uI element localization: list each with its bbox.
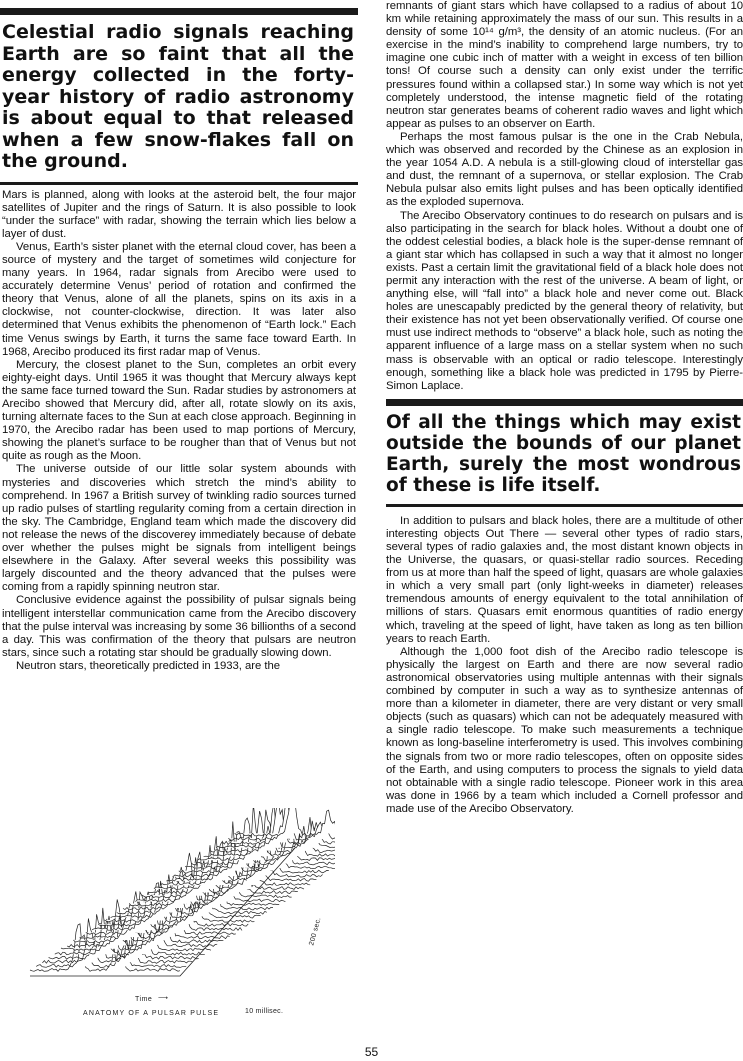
body-paragraph: The universe outside of our little solar system abounds with mysteries and discoveries which stretch the mind’s ability to comprehend. In 1967 a British survey of twinkling radio sources turned up radio pulses of startling regularity coming from a certain direction in the sky. The Cambridge, England team which made the discovery did not release the news of the discoverey immediately because of debate over whether the pulses might be signals from intelligent beings elsewhere in the Galaxy. After several weeks this possibility was largely discounted and the theory advanced that the pulses were coming from a rapidly spinning neutron star. <box>2 463 356 594</box>
body-paragraph: In addition to pulsars and black holes, there are a multitude of other interesting objects Out There — several other types of radio stars, several types of radio galaxies and, the most distant known objects in the Universe, the quasars, or quasi-stellar radio sources. Receding from us at more than half the speed of light, quasars are whole galaxies in which a very small part (only light-weeks in diameter) releases tremendous amounts of energy equivalent to the total annihilation of millions of stars. Quasars emit enormous quantities of radio energy which, traveling at the speed of light, have taken as long as ten billion years to reach Earth. <box>386 514 743 645</box>
figure-time-label: Time <box>135 996 153 1003</box>
pull-quote-rule <box>0 182 358 185</box>
top-rule <box>0 8 358 15</box>
body-paragraph: remnants of giant stars which have collapsed to a radius of about 10 km while retaining approximately the mass of our sun. This results in a density of some 10¹⁴ g/m³, the density of an atomic nucleus. (For an exercise in the mind’s inability to comprehend large numbers, try to imagine one cubic inch of matter with a weight in excess of ten billion tons! Of course such a density can only exist under the terrific pressures found within a collapsed star.) In some way which is not yet completely understood, the intense magnetic field of the rotating neutron star generates beams of coherent radio waves and light which appear as pulses to an observer on Earth. <box>386 0 743 130</box>
figure-caption: ANATOMY OF A PULSAR PULSE <box>83 1010 220 1017</box>
right-column <box>386 0 743 816</box>
body-paragraph: Although the 1,000 foot dish of the Arecibo radio telescope is physically the largest on Earth and there are now several radio astronomical observatories using multiple antennas with their signals combined by computer in such a way as to synthesize antennas of more than a kilometer in diameter, there are very distant or very small objects (such as quasars) which can not be adequately measured with a single radio telescope. To make such measurements a technique known as long-baseline interferometry is used. This involves combining the signals from two or more radio telescopes, often on opposite sides of the Earth, and using computers to process the signals to yield data not obtainable with a single radio telescope. Pioneer work in this area was done in 1966 by a team which included a Cornell professor and made use of the Arecibo Observatory. <box>386 645 743 815</box>
time-arrow-icon: ⟶ <box>158 995 170 1002</box>
pull-quote-mid: Of all the things which may exist outside the bounds of our planet Earth, surely the most wondrous of these is life itself. <box>386 411 741 496</box>
right-body-text-top <box>386 0 743 393</box>
page-number: 55 <box>364 1045 379 1059</box>
body-paragraph: Venus, Earth’s sister planet with the eternal cloud cover, has been a source of mystery and the target of sometimes wild conjecture for many years. In 1964, radar signals from Arecibo were used to accurately determine Venus’ period of rotation and confirmed the theory that Venus, alone of all the planets, spins on its axis in a clockwise, not counter-clockwise, direction. It was later also determined that Venus exhibits the phenomenon of “Earth lock.” Each time Venus swings by Earth, it turns the same face toward Earth. In 1968, Arecibo produced its first radar map of Venus. <box>2 240 356 358</box>
right-body-text-bottom <box>386 515 743 816</box>
body-paragraph: Mars is planned, along with looks at the asteroid belt, the four major satellites of Jupiter and the rings of Saturn. It is also possible to look “under the surface” with radar, showing the terrain which lies below a layer of dust. <box>2 188 356 240</box>
mid-rule <box>386 399 743 406</box>
left-column <box>0 0 358 1017</box>
body-paragraph: The Arecibo Observatory continues to do research on pulsars and is also participating in the search for black holes. Without a doubt one of the oddest celestial bodies, a black hole is the super-dense remnant of a giant star which has collapsed in such a way that it almost no longer exists. Past a certain limit the gravitational field of a black hole does not permit any interaction with the rest of the universe. A beam of light, or anything else, will “fall into” a black hole and never come out. Black holes are unescapably predicted by the general theory of relativity, but their existence has not yet been observationally verified. Of course one must use indirect methods to “observe” a black hole, such as noting the apparent influence of a large mass on a stellar system when no such mass is observable with an optical or radio telescope. Interestingly enough, something like a black hole was predicted in 1795 by Pierre-Simon Laplace. <box>386 209 743 392</box>
figure-depth-label: 200 sec. <box>308 916 323 947</box>
pulsar-pulse-figure <box>15 808 335 1048</box>
body-paragraph: Perhaps the most famous pulsar is the one in the Crab Nebula, which was observed and recorded by the Chinese as an explosion in the year 1054 A.D. A nebula is a still-glowing cloud of interstellar gas and dust, the remnant of a supernova, or stellar explosion. The Crab Nebula pulsar also emits light pulses and has been optically identified as the exploded supernova. <box>386 130 743 209</box>
pull-quote-mid-rule <box>386 504 743 507</box>
body-paragraph: Mercury, the closest planet to the Sun, completes an orbit every eighty-eight days. Until 1965 it was thought that Mercury always kept the same face turned toward the Sun. Radar studies by astronomers at Arecibo showed that Mercury did, after all, rotate slowly on its axis, turning alternate faces to the Sun at each close approach. Beginning in 1970, the Arecibo radar has been used to map portions of Mercury, showing the planet’s surface to be rougher than that of Venus but not quite as rough as the Moon. <box>2 358 356 463</box>
body-paragraph: Conclusive evidence against the possibility of pulsar signals being intelligent interstellar communication came from the Arecibo discovery that the pulse interval was increasing by some 36 billionths of a second a day. This was confirmation of the theory that pulsars are neutron stars, since such a rotating star should be gradually slowing down. <box>2 594 356 659</box>
left-body-text <box>0 189 358 673</box>
figure-scale-label: 10 millisec. <box>245 1008 284 1015</box>
pull-quote-top: Celestial radio signals reaching Earth are so faint that all the energy collected in the forty-year history of radio astronomy is about equal to that released when a few snow-flakes fall on the ground. <box>2 21 354 172</box>
body-paragraph: Neutron stars, theoretically predicted in 1933, are the <box>16 659 280 672</box>
